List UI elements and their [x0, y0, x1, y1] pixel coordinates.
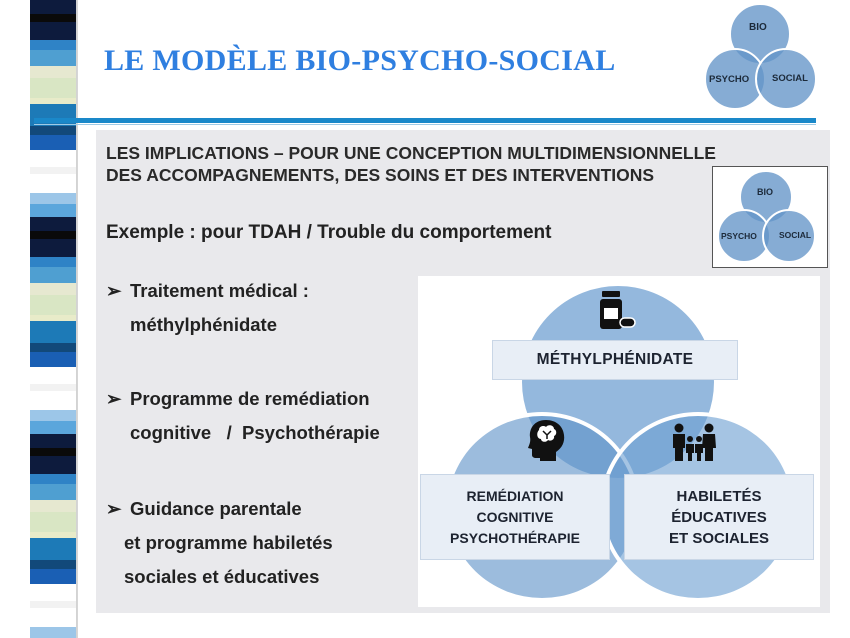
- arrow-bullet-icon: ➢: [106, 388, 122, 409]
- stripe-bar: [30, 484, 76, 500]
- stripe-bar: [30, 421, 76, 434]
- brain-head-icon: [526, 418, 568, 462]
- stripe-bar: [30, 474, 76, 484]
- remediation-line-3: PSYCHOTHÉRAPIE: [450, 529, 580, 546]
- venn-label-social: SOCIAL: [772, 73, 808, 84]
- stripe-bar: [30, 126, 76, 135]
- bullet-line: méthylphénidate: [130, 314, 277, 335]
- venn-label-social: SOCIAL: [779, 230, 812, 240]
- decorative-stripe-band: [0, 0, 78, 638]
- stripe-bar: [30, 150, 76, 167]
- bullet-line: Traitement médical :: [130, 280, 309, 301]
- page-title: LE MODÈLE BIO-PSYCHO-SOCIAL: [104, 44, 616, 77]
- stripe-bar: [30, 601, 76, 608]
- title-divider: [34, 118, 816, 123]
- habiletes-line-2: ÉDUCATIVES: [671, 508, 767, 526]
- stripe-bar: [30, 500, 76, 512]
- remediation-label: [420, 474, 610, 560]
- stripe-bar: [30, 239, 76, 257]
- bullet-parental-guidance: [106, 492, 333, 594]
- stripe-bar: [30, 584, 76, 601]
- stripe-bar: [30, 204, 76, 217]
- habiletes-line-1: HABILETÉS: [676, 487, 762, 505]
- family-icon: [670, 422, 720, 462]
- stripe-bar: [30, 608, 76, 627]
- stripe-bar: [30, 434, 76, 448]
- remediation-line-1: REMÉDIATION: [466, 487, 564, 504]
- stripe-bar: [30, 167, 76, 174]
- stripe-bar: [30, 267, 76, 283]
- bullet-line: cognitive / Psychothérapie: [130, 422, 380, 443]
- stripe-bar: [30, 174, 76, 193]
- title-divider-thin: [34, 124, 816, 125]
- bullet-line: Guidance parentale: [130, 498, 302, 519]
- arrow-bullet-icon: ➢: [106, 498, 122, 519]
- stripe-bar: [30, 410, 76, 421]
- bullet-line: Programme de remédiation: [130, 388, 370, 409]
- venn-label-bio: BIO: [749, 22, 767, 33]
- logo-venn-diagram: [702, 3, 820, 111]
- venn-label-psycho: PSYCHO: [721, 231, 757, 241]
- stripe-bar: [30, 538, 76, 560]
- stripe-bar: [30, 456, 76, 474]
- panel-venn-diagram: [712, 166, 828, 268]
- stripe-bar: [30, 66, 76, 78]
- stripe-bar: [30, 384, 76, 391]
- stripe-bar: [30, 352, 76, 367]
- stripe-bar: [30, 193, 76, 204]
- stripe-bar: [30, 257, 76, 267]
- methylphenidate-label: MÉTHYLPHÉNIDATE: [492, 340, 738, 380]
- stripe-bar: [30, 78, 76, 98]
- bullet-remediation-program: [106, 382, 380, 450]
- implications-line-2: DES ACCOMPAGNEMENTS, DES SOINS ET DES INTERVENTIONS: [106, 165, 655, 185]
- implications-line-1: LES IMPLICATIONS – POUR UNE CONCEPTION MULTIDIMENSIONNELLE: [106, 143, 716, 163]
- stripe-bar: [30, 367, 76, 384]
- venn-label-psycho: PSYCHO: [709, 74, 750, 85]
- stripe-bar: [30, 295, 76, 315]
- stripe-shadow: [76, 0, 78, 638]
- bullet-line: et programme habiletés: [124, 532, 333, 553]
- example-line: [106, 222, 552, 244]
- stripe-bar: [30, 22, 76, 40]
- stripe-bar: [30, 135, 76, 150]
- stripe-bar: [30, 532, 76, 538]
- stripe-bar: [30, 40, 76, 50]
- stripe-bar: [30, 569, 76, 584]
- stripe-bar: [30, 627, 76, 638]
- stripe-bar: [30, 283, 76, 295]
- example-subject: pour TDAH / Trouble du comportement: [201, 222, 552, 243]
- stripe-bar: [30, 217, 76, 231]
- stripe-bar: [30, 343, 76, 352]
- arrow-bullet-icon: ➢: [106, 280, 122, 301]
- stripe-bar: [30, 14, 76, 22]
- habiletes-line-3: ET SOCIALES: [668, 529, 769, 547]
- stripe-bar: [30, 560, 76, 569]
- content-panel: [96, 130, 830, 613]
- bullet-medical-treatment: [106, 274, 309, 342]
- stripe-bar: [30, 512, 76, 532]
- stripe-bar: [30, 231, 76, 239]
- example-label: Exemple :: [106, 222, 196, 243]
- tdah-venn-diagram: [418, 276, 820, 607]
- stripe-bar: [30, 50, 76, 66]
- stripe-bar: [30, 391, 76, 410]
- stripe-bar: [30, 0, 76, 14]
- habiletes-label: [624, 474, 814, 560]
- remediation-line-2: COGNITIVE: [476, 508, 554, 525]
- venn-label-bio: BIO: [757, 187, 774, 197]
- stripe-bar: [30, 321, 76, 343]
- medication-icon: [598, 290, 636, 332]
- stripe-bar: [30, 98, 76, 104]
- stripe-bar: [30, 448, 76, 456]
- stripe-bar: [30, 315, 76, 321]
- bullet-line: sociales et éducatives: [124, 566, 320, 587]
